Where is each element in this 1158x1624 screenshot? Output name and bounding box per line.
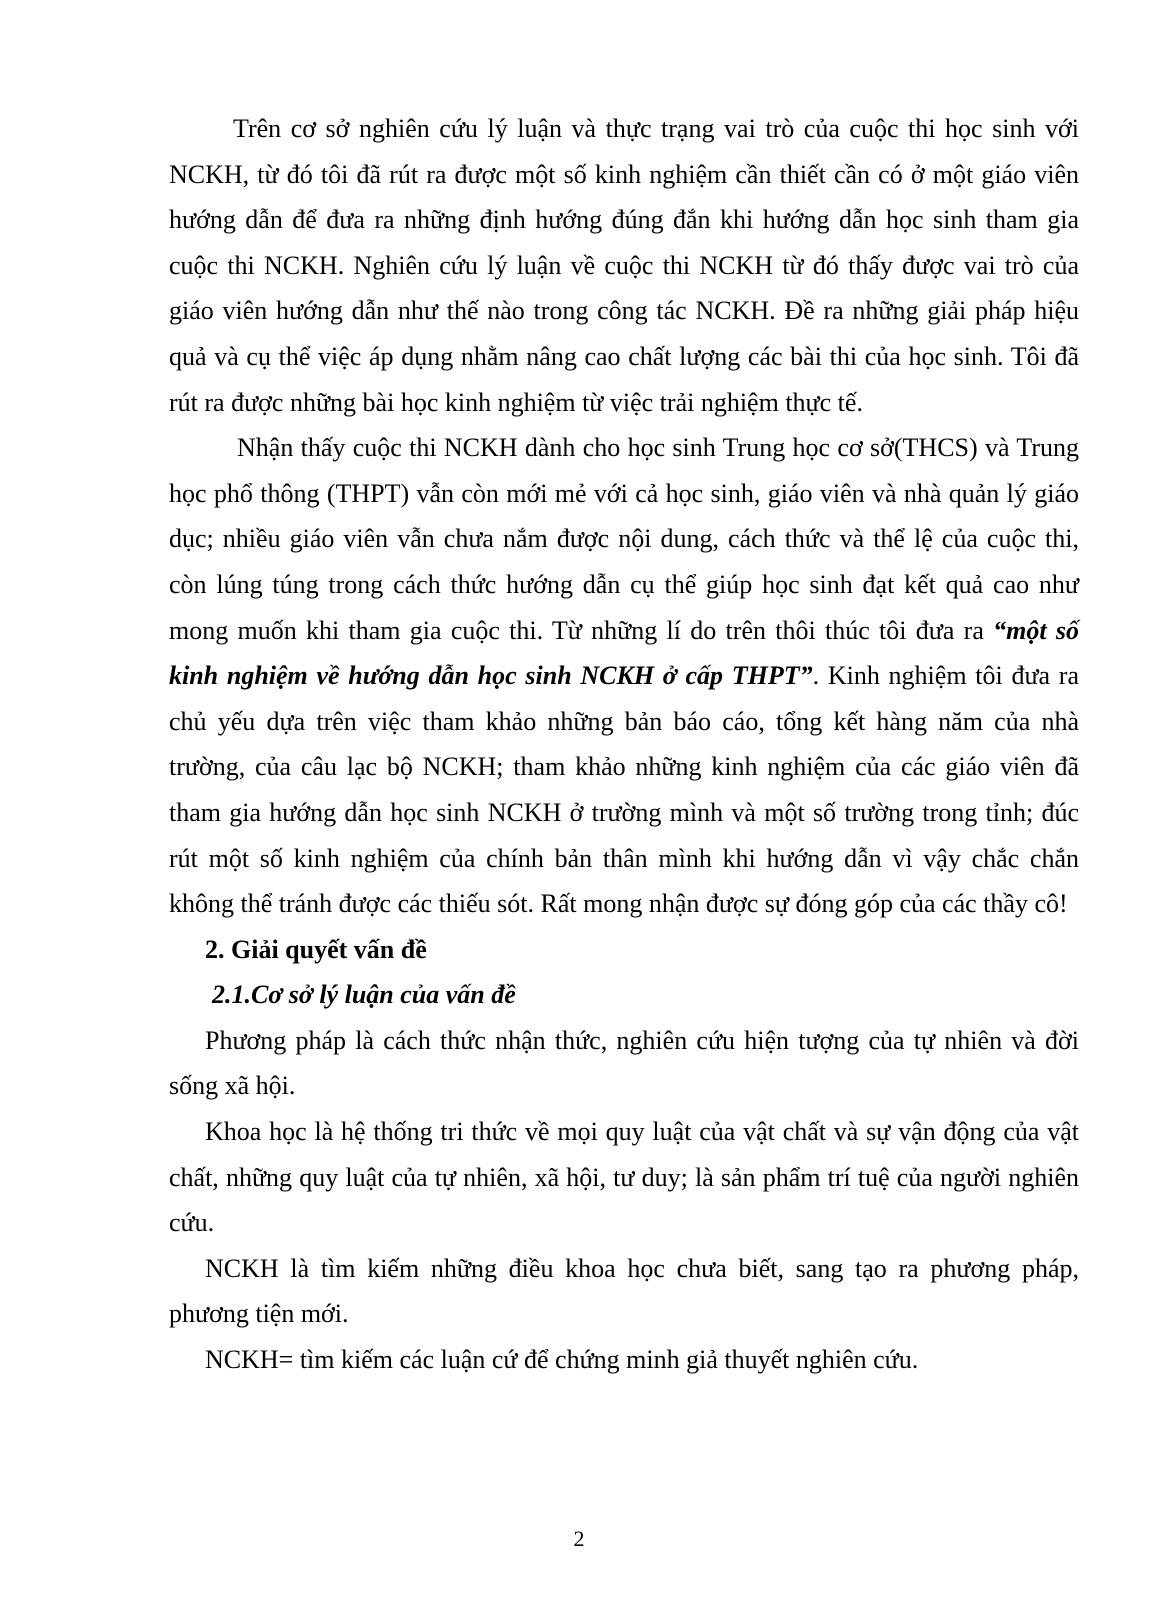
definition-research-formula: NCKH= tìm kiếm các luận cứ để chứng minh giả thuyết nghiên cứu.	[205, 1345, 919, 1375]
paragraph-motivation-text-start: Nhận thấy cuộc thi NCKH dành cho học sinh Trung học cơ sở(THCS) và Trung học phổ thông (THPT) vẫn còn mới mẻ với cả học sinh, giáo viên và nhà quản lý giáo dục; nhiều giáo viên vẫn chưa nắm được nội dung, cách thức và thể lệ của cuộc thi, còn lúng túng trong cách thức hướng dẫn cụ thể giúp học sinh đạt kết quả cao như mong muốn khi tham gia cuộc thi. Từ những lí do trên thôi thúc tôi đưa ra	[169, 433, 1079, 645]
paragraph-motivation	[169, 425, 1079, 927]
page-number: 2	[573, 1526, 585, 1551]
paragraph-intro: Trên cơ sở nghiên cứu lý luận và thực trạng vai trò của cuộc thi học sinh với NCKH, từ đó tôi đã rút ra được một số kinh nghiệm cần thiết cần có ở một giáo viên hướng dẫn để đưa ra những định hướng đúng đắn khi hướng dẫn học sinh tham gia cuộc thi NCKH. Nghiên cứu lý luận về cuộc thi NCKH từ đó thấy được vai trò của giáo viên hướng dẫn như thế nào trong công tác NCKH. Đề ra những giải pháp hiệu quả và cụ thể việc áp dụng nhằm nâng cao chất lượng các bài thi của học sinh. Tôi đã rút ra được những bài học kinh nghiệm từ việc trải nghiệm thực tế.	[169, 114, 1079, 417]
page-body	[169, 106, 1079, 1383]
paragraph-motivation-text-end: . Kinh nghiệm tôi đưa ra chủ yếu dựa trên việc tham khảo những bản báo cáo, tổng kết hàng năm của nhà trường, của câu lạc bộ NCKH; tham khảo những kinh nghiệm của các giáo viên đã tham gia hướng dẫn học sinh NCKH ở trường mình và một số trường trong tỉnh; đúc rút một số kinh nghiệm của chính bản thân mình khi hướng dẫn vì vậy chắc chắn không thể tránh được các thiếu sót. Rất mong nhận được sự đóng góp của các thầy cô!	[169, 661, 1079, 919]
definition-method: Phương pháp là cách thức nhận thức, nghiên cứu hiện tượng của tự nhiên và đời sống xã hội.	[169, 1025, 1079, 1101]
subsection-heading: 2.1.Cơ sở lý luận của vấn đề	[212, 980, 516, 1010]
definition-research: NCKH là tìm kiếm những điều khoa học chưa biết, sang tạo ra phương pháp, phương tiện mới.	[169, 1253, 1079, 1329]
section-heading: 2. Giải quyết vấn đề	[205, 934, 427, 964]
definition-science: Khoa học là hệ thống tri thức về mọi quy luật của vật chất và sự vận động của vật chất, những quy luật của tự nhiên, xã hội, tư duy; là sản phẩm trí tuệ của người nghiên cứu.	[169, 1117, 1079, 1238]
topic-title-emphasis: “một số kinh nghiệm về hướng dẫn học sinh NCKH ở cấp THPT”	[169, 615, 1079, 691]
